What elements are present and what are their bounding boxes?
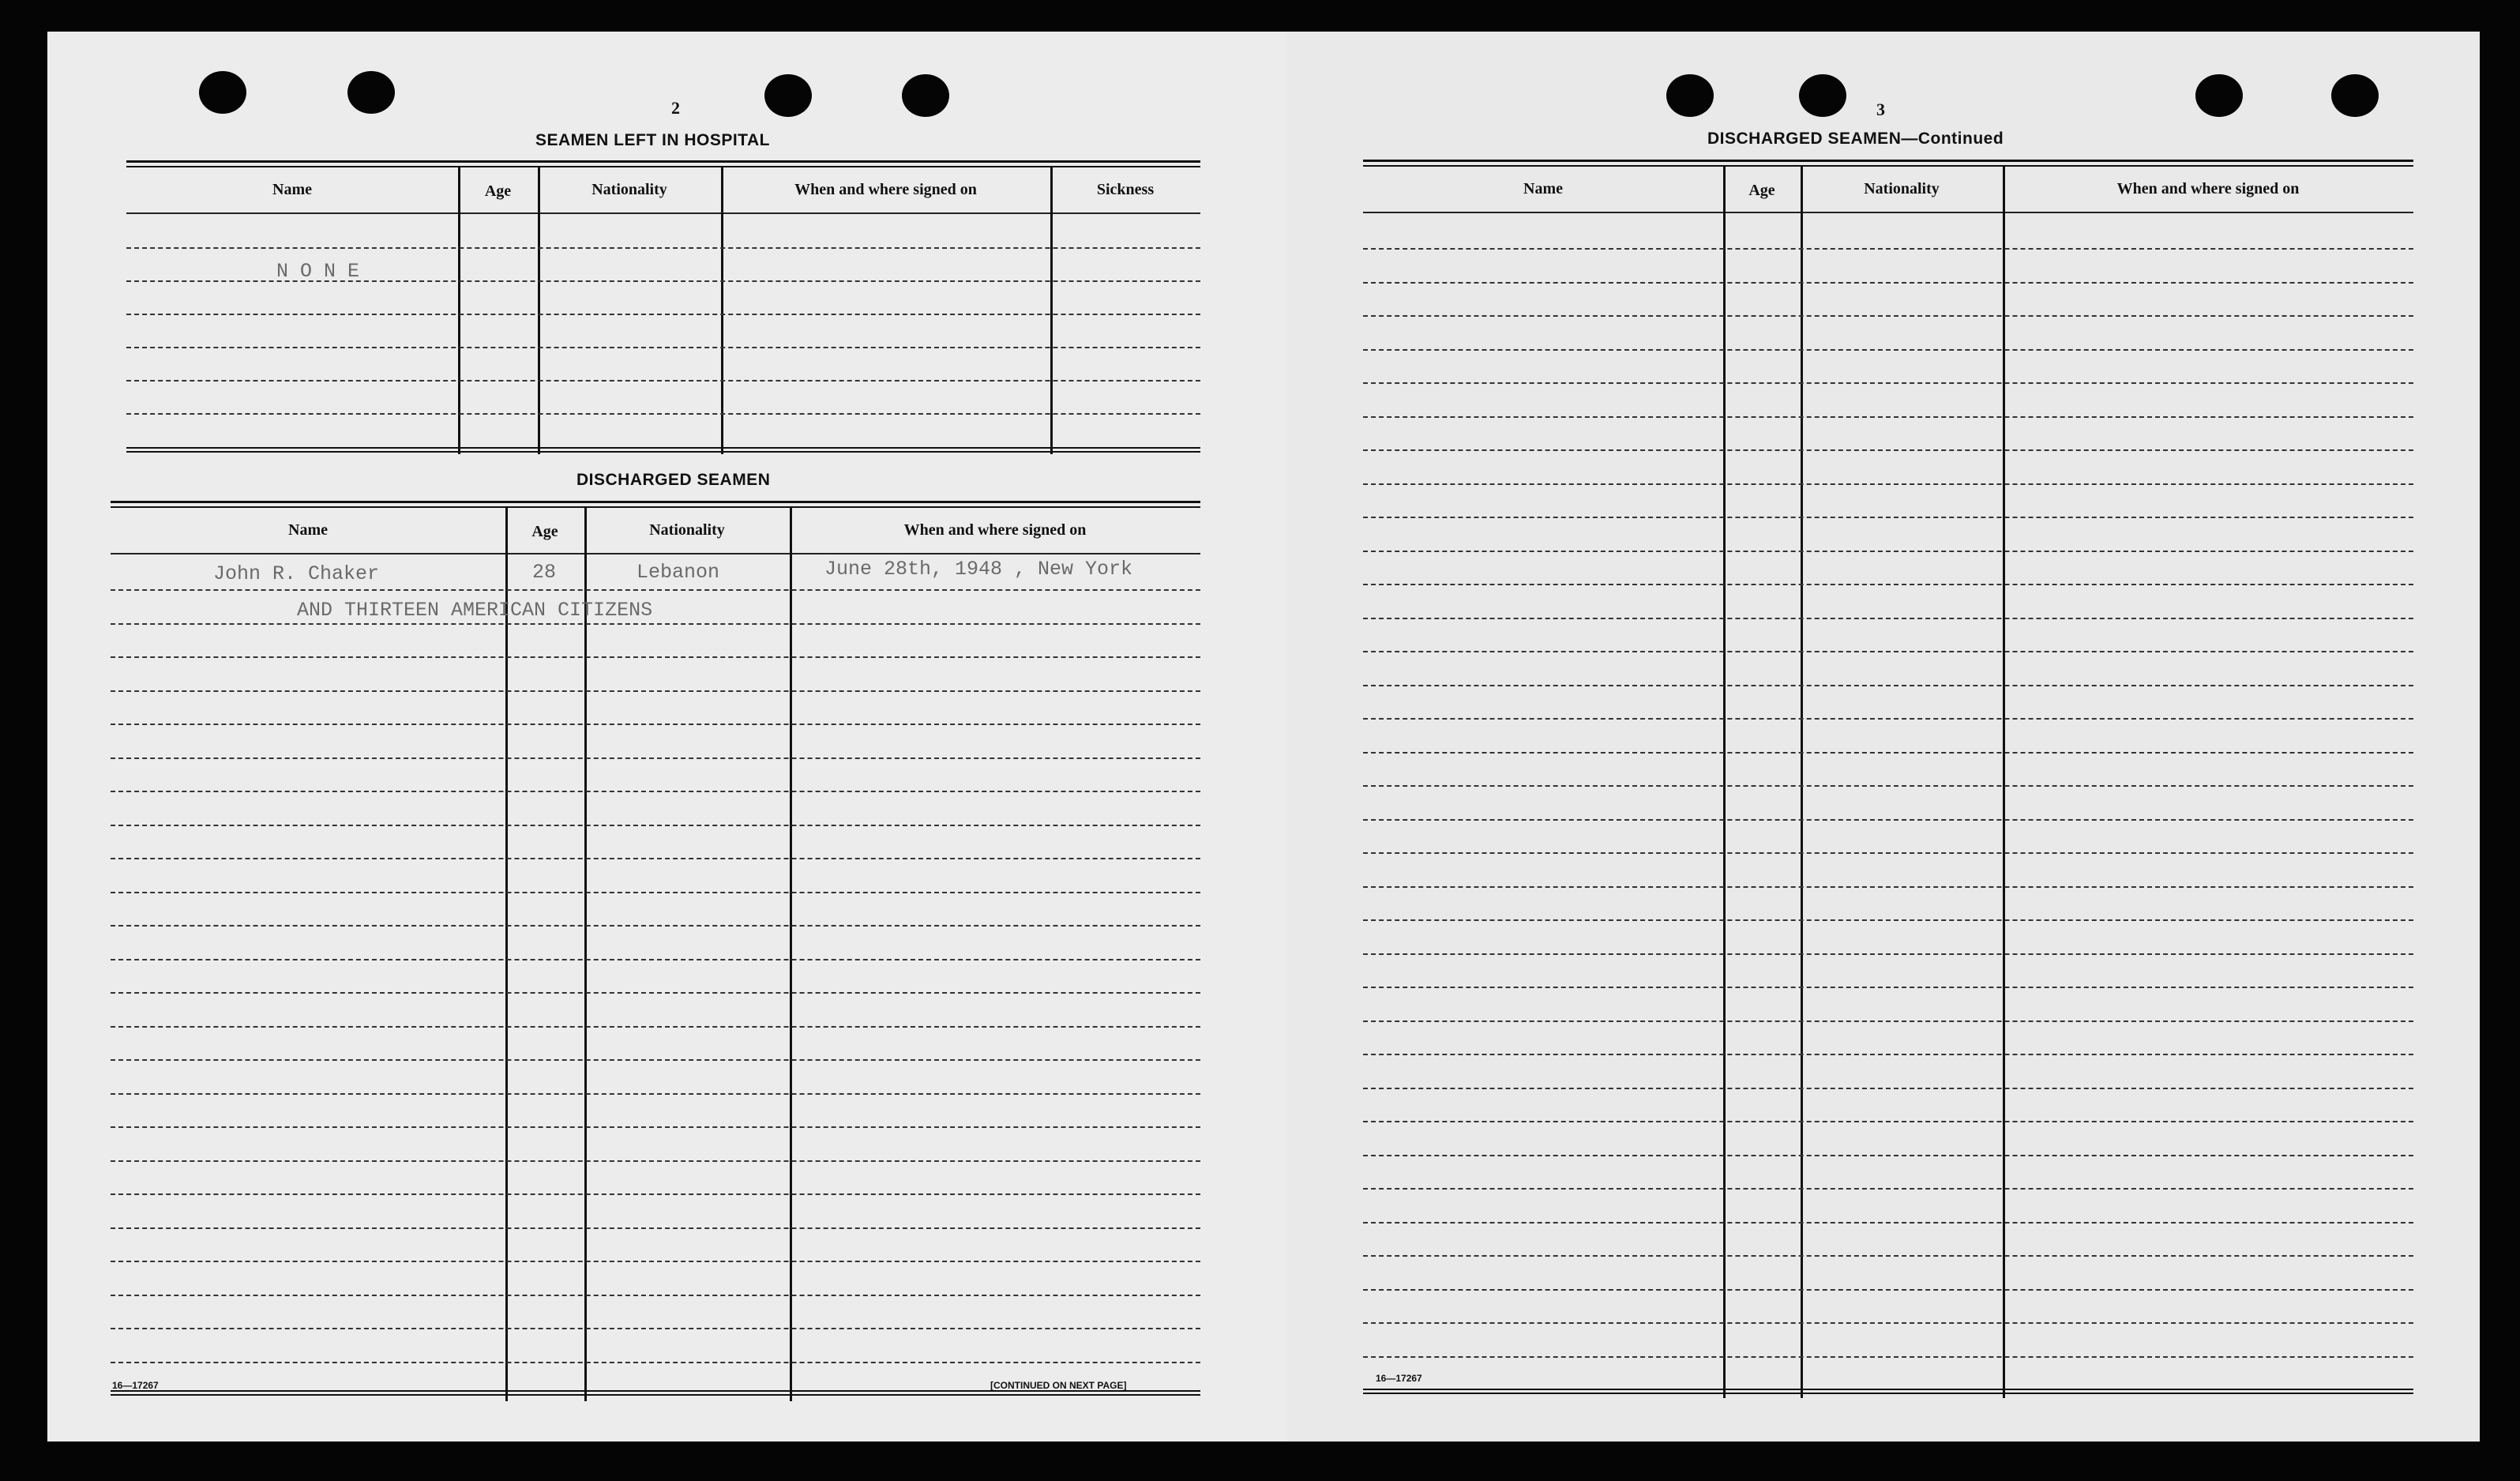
column-divider: [538, 167, 540, 454]
column-divider: [1050, 167, 1053, 454]
table-row-line: [1363, 1356, 2413, 1358]
table-row-line: [111, 791, 1200, 792]
table-row-line: [1363, 718, 2413, 720]
column-header-nationality: Nationality: [1864, 180, 1940, 197]
table-row-line: [111, 623, 1200, 625]
table-row-line: [1363, 1322, 2413, 1324]
column-divider: [1723, 166, 1726, 1398]
table-row-line: [111, 724, 1200, 725]
table-row-line: [1363, 449, 2413, 451]
binder-hole: [2195, 74, 2243, 117]
column-header-name: Name: [272, 181, 312, 198]
column-header-nationality: Nationality: [649, 521, 725, 539]
left-page: [47, 32, 1287, 1442]
column-divider: [1801, 166, 1803, 1398]
table-row-line: [1363, 483, 2413, 485]
table-top-rule: [126, 160, 1200, 167]
table-row-line: [111, 589, 1200, 591]
table-row-line: [1363, 752, 2413, 754]
binder-hole: [1799, 74, 1846, 117]
table-row-line: [111, 757, 1200, 759]
header-rule: [1363, 212, 2413, 213]
table-row-line: [111, 992, 1200, 994]
table-row-line: [111, 1193, 1200, 1195]
table-row-line: [111, 925, 1200, 927]
page-number: 3: [1876, 100, 1885, 119]
table-row-line: [126, 347, 1200, 348]
header-rule: [126, 212, 1200, 214]
table-row-line: [1363, 618, 2413, 619]
discharged-section-title: DISCHARGED SEAMEN: [576, 471, 771, 489]
binder-hole: [199, 71, 246, 114]
discharged-table: [111, 501, 1200, 1401]
table-row-line: [111, 825, 1200, 826]
table-row-line: [1363, 1222, 2413, 1224]
table-bottom-rule: [1363, 1389, 2413, 1394]
table-row-line: [1363, 886, 2413, 888]
binder-hole: [764, 74, 812, 117]
table-row-line: [111, 1227, 1200, 1229]
discharged-note: AND THIRTEEN AMERICAN CITIZENS: [297, 599, 653, 622]
table-row-line: [111, 1328, 1200, 1329]
discharged-age-cell: 28: [532, 561, 557, 584]
table-row-line: [1363, 1088, 2413, 1089]
column-divider: [2003, 166, 2005, 1398]
table-row-line: [1363, 987, 2413, 988]
table-row-line: [111, 892, 1200, 893]
discharged-name-cell: John R. Chaker: [213, 562, 380, 585]
column-header-age: Age: [1748, 182, 1775, 199]
right-page: [1287, 32, 2480, 1442]
column-header-age: Age: [484, 182, 512, 200]
page-number: 2: [671, 98, 680, 118]
hospital-entry-none: N O N E: [276, 260, 360, 283]
continued-note: [CONTINUED ON NEXT PAGE]: [990, 1380, 1127, 1391]
table-top-rule: [111, 501, 1200, 508]
hospital-section-title: SEAMEN LEFT IN HOSPITAL: [535, 131, 770, 149]
table-row-line: [1363, 349, 2413, 351]
table-row-line: [111, 1362, 1200, 1363]
table-row-line: [1363, 1255, 2413, 1257]
table-top-rule: [1363, 160, 2413, 167]
table-row-line: [1363, 517, 2413, 518]
table-row-line: [111, 1160, 1200, 1162]
table-row-line: [1363, 1155, 2413, 1156]
table-row-line: [126, 380, 1200, 382]
table-row-line: [1363, 1121, 2413, 1122]
table-row-line: [1363, 685, 2413, 686]
table-row-line: [126, 413, 1200, 415]
column-divider: [721, 167, 723, 454]
table-row-line: [1363, 382, 2413, 384]
table-row-line: [1363, 248, 2413, 250]
column-header-signed-on: When and where signed on: [2116, 180, 2300, 197]
hospital-table: [126, 160, 1200, 454]
table-row-line: [1363, 1188, 2413, 1190]
table-row-line: [1363, 416, 2413, 418]
table-row-line: [111, 1093, 1200, 1095]
column-header-nationality: Nationality: [592, 181, 667, 198]
column-header-signed-on: When and where signed on: [903, 521, 1087, 539]
form-number: 16—17267: [112, 1380, 159, 1391]
table-row-line: [126, 314, 1200, 315]
table-row-line: [1363, 315, 2413, 317]
table-row-line: [1363, 1289, 2413, 1291]
table-row-line: [111, 858, 1200, 859]
column-divider: [505, 507, 508, 1401]
column-header-name: Name: [288, 521, 328, 539]
table-row-line: [111, 1295, 1200, 1296]
table-row-line: [1363, 1054, 2413, 1055]
table-row-line: [1363, 785, 2413, 787]
table-row-line: [1363, 651, 2413, 652]
table-row-line: [111, 656, 1200, 658]
table-row-line: [1363, 953, 2413, 955]
binder-hole: [902, 74, 949, 117]
header-rule: [111, 553, 1200, 554]
table-bottom-rule: [111, 1390, 1200, 1396]
table-row-line: [111, 959, 1200, 960]
table-row-line: [1363, 852, 2413, 854]
discharged-continued-table: [1363, 160, 2413, 1398]
column-header-sickness: Sickness: [1096, 181, 1155, 198]
table-row-line: [1363, 551, 2413, 552]
binder-hole: [1666, 74, 1714, 117]
table-row-line: [126, 247, 1200, 249]
table-row-line: [1363, 282, 2413, 284]
table-bottom-rule: [126, 447, 1200, 453]
table-row-line: [111, 1059, 1200, 1061]
column-header-age: Age: [531, 523, 558, 540]
binder-hole: [2331, 74, 2379, 117]
discharged-nationality-cell: Lebanon: [637, 561, 720, 584]
column-divider: [790, 507, 792, 1401]
column-header-name: Name: [1523, 180, 1563, 197]
discharged-signed-on-cell: June 28th, 1948 , New York: [824, 558, 1133, 581]
table-row-line: [111, 1126, 1200, 1128]
column-divider: [458, 167, 460, 454]
table-row-line: [111, 1261, 1200, 1262]
form-number: 16—17267: [1376, 1373, 1422, 1384]
table-row-line: [1363, 819, 2413, 821]
table-row-line: [1363, 919, 2413, 921]
table-row-line: [111, 1026, 1200, 1028]
column-divider: [584, 507, 587, 1401]
binder-hole: [347, 71, 395, 114]
page-title: DISCHARGED SEAMEN—Continued: [1707, 130, 2004, 148]
table-row-line: [1363, 584, 2413, 585]
table-row-line: [111, 690, 1200, 692]
table-row-line: [1363, 1021, 2413, 1022]
column-header-signed-on: When and where signed on: [794, 181, 977, 198]
